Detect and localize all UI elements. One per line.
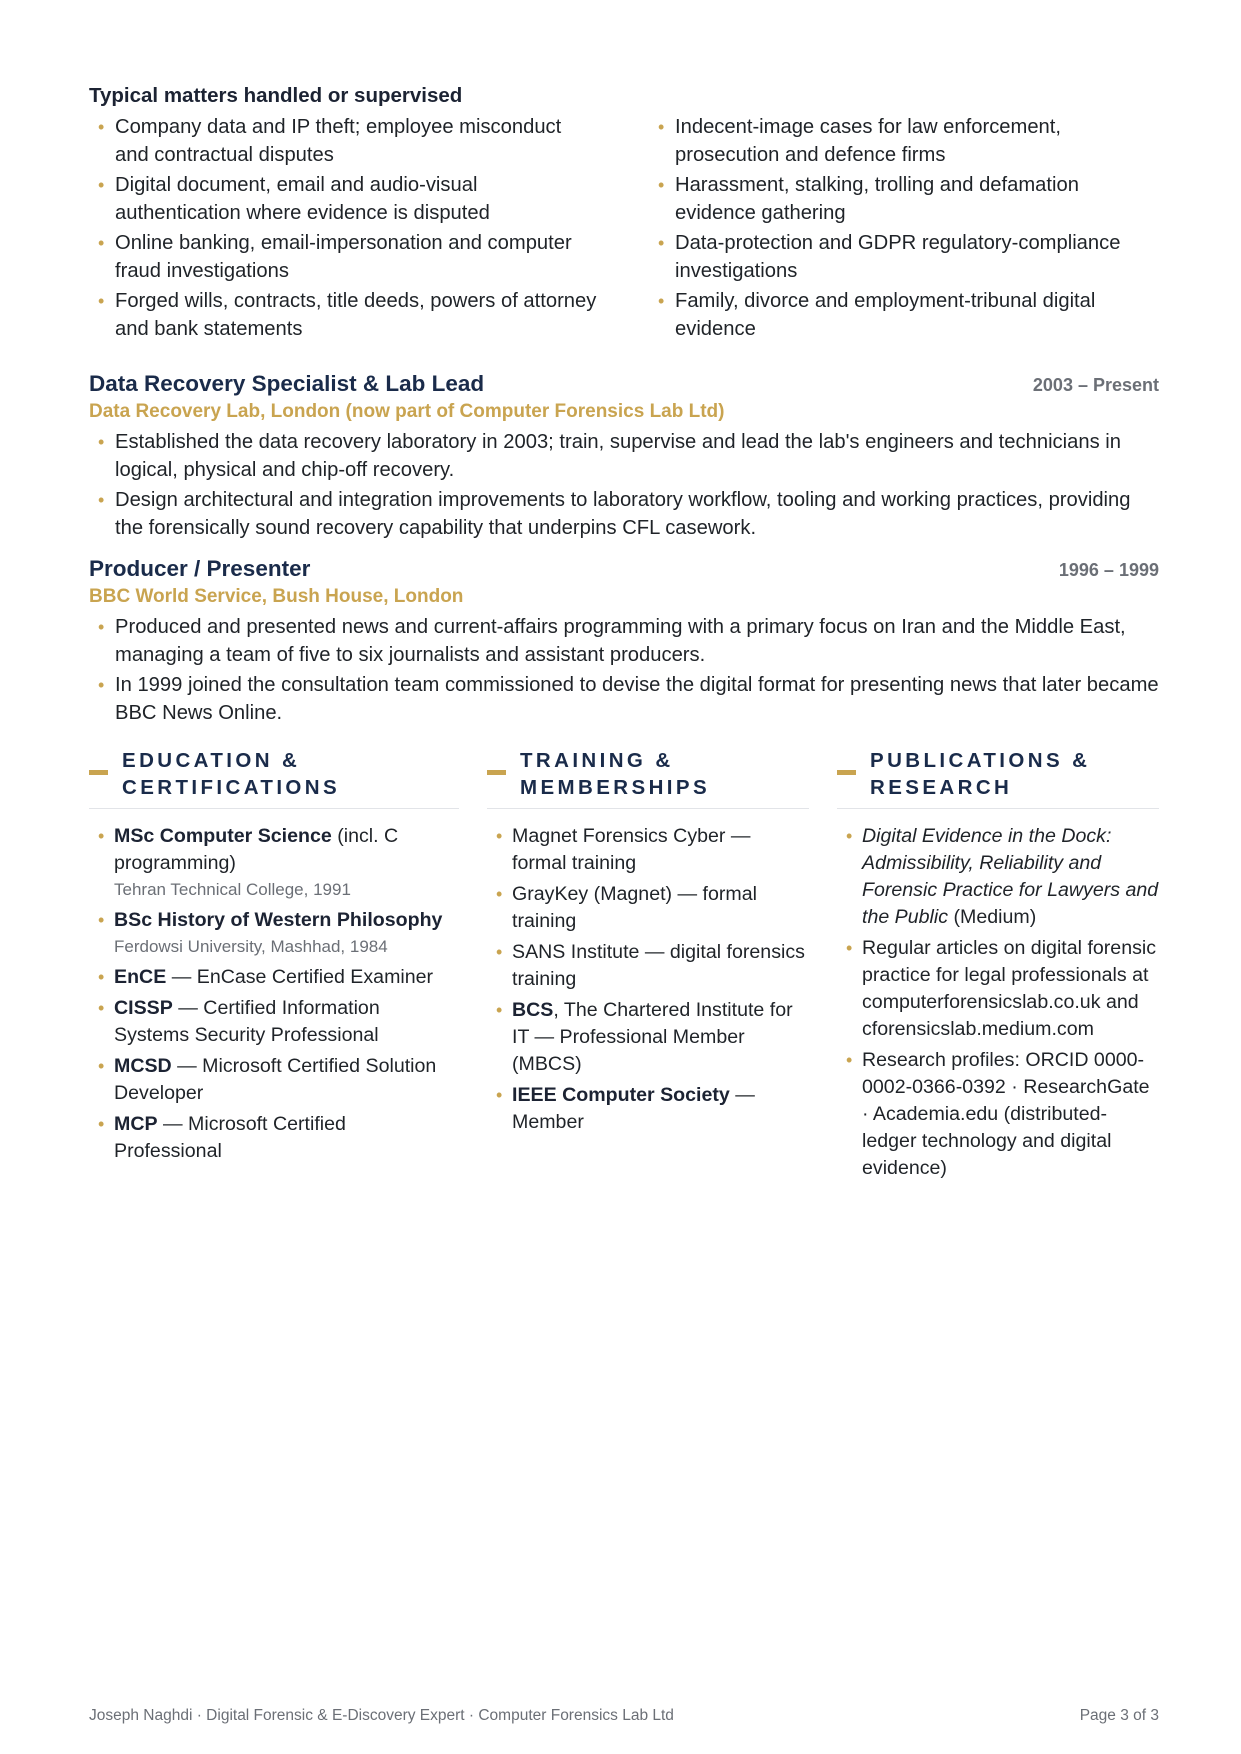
list-item: • Data-protection and GDPR regulatory-compliance investigations	[675, 230, 1159, 285]
page-number: Page 3 of 3	[1079, 1707, 1159, 1724]
list-item: • Indecent-image cases for law enforcement, prosecution and defence firms	[675, 114, 1159, 169]
heading-accent-bar	[837, 770, 856, 775]
list-item	[862, 935, 1159, 1043]
job-bbc	[89, 556, 1159, 727]
matters-title: Typical matters handled or supervised	[89, 84, 463, 107]
job-organization: Data Recovery Lab, London (now part of Computer Forensics Lab Ltd)	[89, 401, 725, 422]
training-section	[487, 747, 809, 1186]
education-list	[89, 823, 459, 1165]
item-strong: MCP	[114, 1113, 158, 1135]
matters-list-left	[89, 114, 599, 346]
job-header	[89, 371, 1159, 397]
item-text: Regular articles on digital forensic practice for legal professionals at computerforensicslab.co.uk and cforensicslab.medium.com	[862, 937, 1157, 1040]
item-text: — EnCase Certified Examiner	[166, 966, 434, 988]
item-strong: IEEE Computer Society	[512, 1084, 730, 1106]
heading-accent-bar	[89, 770, 108, 775]
job-dates: 2003 – Present	[1032, 375, 1159, 395]
list-item	[512, 939, 809, 993]
item-text: Research profiles: ORCID 0000-0002-0366-0392 · ResearchGate · Academia.edu (distributed-ledger technology and digital evidence)	[862, 1049, 1150, 1179]
item-strong: MCSD	[114, 1055, 172, 1077]
list-item	[512, 823, 809, 877]
job-bullets	[89, 614, 1159, 727]
item-text: (Medium)	[948, 906, 1037, 928]
publications-section	[837, 747, 1159, 1186]
matters-columns	[89, 114, 1159, 346]
item-text: Magnet Forensics Cyber — formal training	[512, 825, 751, 874]
list-item: • Company data and IP theft; employee misconduct and contractual disputes	[115, 114, 599, 169]
job-dates: 1996 – 1999	[1058, 560, 1159, 580]
list-item	[862, 1047, 1159, 1182]
job-organization: BBC World Service, Bush House, London	[89, 586, 464, 607]
job-title: Data Recovery Specialist & Lab Lead	[89, 371, 485, 396]
matters-list-right	[649, 114, 1159, 346]
item-text: SANS Institute — digital forensics training	[512, 941, 805, 990]
item-text: — Microsoft Certified Professional	[114, 1113, 346, 1162]
list-item: • Produced and presented news and current-affairs programming with a primary focus on Iran and the Middle East, managing a team of five to six journalists and assistant producers.	[115, 614, 1159, 669]
footer-author: Joseph Naghdi · Digital Forensic & E-Discovery Expert · Computer Forensics Lab Ltd	[89, 1707, 674, 1724]
item-strong: CISSP	[114, 997, 173, 1019]
section-title: TRAINING & MEMBERSHIPS	[520, 749, 711, 799]
list-item	[512, 997, 809, 1078]
list-item: • Established the data recovery laboratory in 2003; train, supervise and lead the lab's engineers and technicians in logical, physical and chip-off recovery.	[115, 429, 1159, 484]
job-data-recovery	[89, 371, 1159, 542]
item-strong: MSc Computer Science	[114, 825, 332, 847]
list-item	[114, 964, 459, 991]
list-item: • Online banking, email-impersonation and computer fraud investigations	[115, 230, 599, 285]
section-title: PUBLICATIONS & RESEARCH	[870, 749, 1091, 799]
job-title: Producer / Presenter	[89, 556, 311, 581]
list-item: • Harassment, stalking, trolling and defamation evidence gathering	[675, 172, 1159, 227]
section-heading	[89, 747, 459, 809]
job-bullets	[89, 429, 1159, 542]
resume-page	[89, 84, 1159, 1186]
page-footer	[89, 1707, 1159, 1725]
matters-section	[89, 84, 1159, 346]
training-list	[487, 823, 809, 1136]
item-subtext: Tehran Technical College, 1991	[114, 880, 351, 899]
item-subtext: Ferdowsi University, Mashhad, 1984	[114, 937, 388, 956]
item-strong: BCS	[512, 999, 554, 1021]
list-item: • Digital document, email and audio-visual authentication where evidence is disputed	[115, 172, 599, 227]
job-header	[89, 556, 1159, 582]
item-text: , The Chartered Institute for IT — Professional Member (MBCS)	[512, 999, 793, 1075]
list-item	[114, 1111, 459, 1165]
education-section	[89, 747, 459, 1186]
heading-accent-bar	[487, 770, 506, 775]
list-item	[114, 823, 459, 903]
item-text: — Certified Information Systems Security Professional	[114, 997, 380, 1046]
list-item: • Family, divorce and employment-tribunal digital evidence	[675, 288, 1159, 343]
list-item	[114, 995, 459, 1049]
list-item	[512, 1082, 809, 1136]
list-item: • Forged wills, contracts, title deeds, powers of attorney and bank statements	[115, 288, 599, 343]
list-item	[114, 907, 459, 960]
item-text: (incl. C programming)	[114, 825, 399, 874]
item-text: — Member	[512, 1084, 755, 1133]
list-item: • In 1999 joined the consultation team commissioned to devise the digital format for presenting news that later became BBC News Online.	[115, 672, 1159, 727]
item-text: — Microsoft Certified Solution Developer	[114, 1055, 437, 1104]
list-item	[862, 823, 1159, 931]
publication-title: Digital Evidence in the Dock: Admissibility, Reliability and Forensic Practice for Lawyers and the Public	[862, 825, 1159, 928]
publications-list	[837, 823, 1159, 1182]
item-strong: BSc History of Western Philosophy	[114, 909, 443, 931]
section-title: EDUCATION & CERTIFICATIONS	[122, 749, 341, 799]
section-heading	[487, 747, 809, 809]
list-item: • Design architectural and integration improvements to laboratory workflow, tooling and working practices, providing the forensically sound recovery capability that underpins CFL casework.	[115, 487, 1159, 542]
list-item	[114, 1053, 459, 1107]
item-text: GrayKey (Magnet) — formal training	[512, 883, 757, 932]
three-column-sections	[89, 747, 1159, 1186]
item-strong: EnCE	[114, 966, 167, 988]
section-heading	[837, 747, 1159, 809]
list-item	[512, 881, 809, 935]
